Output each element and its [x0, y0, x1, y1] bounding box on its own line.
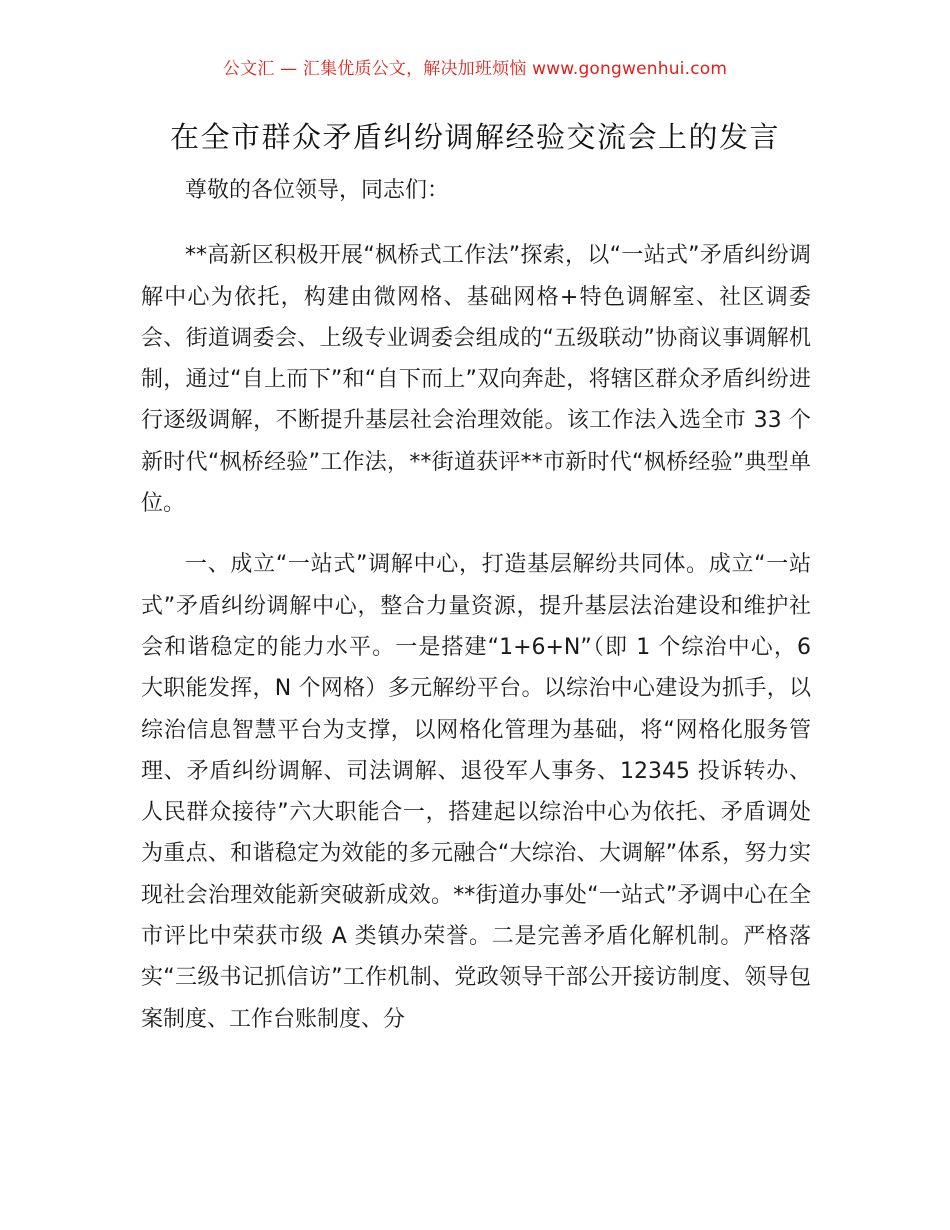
- document-body: [141, 170, 811, 1040]
- site-banner: 公文汇 — 汇集优质公文，解决加班烦恼 www.gongwenhui.com: [222, 59, 728, 79]
- paragraph-section-one: 一、成立“一站式”调解中心，打造基层解纷共同体。成立“一站式”矛盾纠纷调解中心，整合力量资源，提升基层法治建设和维护社会和谐稳定的能力水平。一是搭建“1+6+N”（即 1 个综治中心，6 大职能发挥，N 个网格）多元解纷平台。以综治中心建设为抓手，以综治信息智慧平台为支撑，以网格化管理为基础，将“网格化服务管理、矛盾纠纷调解、司法调解、退役军人事务、12345 投诉转办、人民群众接待”六大职能合一，搭建起以综治中心为依托、矛盾调处为重点、和谐稳定为效能的多元融合“大综治、大调解”体系，努力实现社会治理效能新突破新成效。**街道办事处“一站式”矛调中心在全市评比中荣获市级 A 类镇办荣誉。二是完善矛盾化解机制。严格落实“三级书记抓信访”工作机制、党政领导干部公开接访制度、领导包案制度、工作台账制度、分: [141, 552, 811, 1032]
- salutation: 尊敬的各位领导，同志们：: [185, 178, 450, 203]
- document-title: 在全市群众矛盾纠纷调解经验交流会上的发言: [169, 120, 780, 154]
- paragraph-intro: **高新区积极开展“枫桥式工作法”探索，以“一站式”矛盾纠纷调解中心为依托，构建由微网格、基础网格+特色调解室、社区调委会、街道调委会、上级专业调委会组成的“五级联动”协商议事调解机制，通过“自上而下”和“自下而上”双向奔赴，将辖区群众矛盾纠纷进行逐级调解，不断提升基层社会治理效能。该工作法入选全市 33 个新时代“枫桥经验”工作法，**街道获评**市新时代“枫桥经验”典型单位。: [141, 243, 811, 517]
